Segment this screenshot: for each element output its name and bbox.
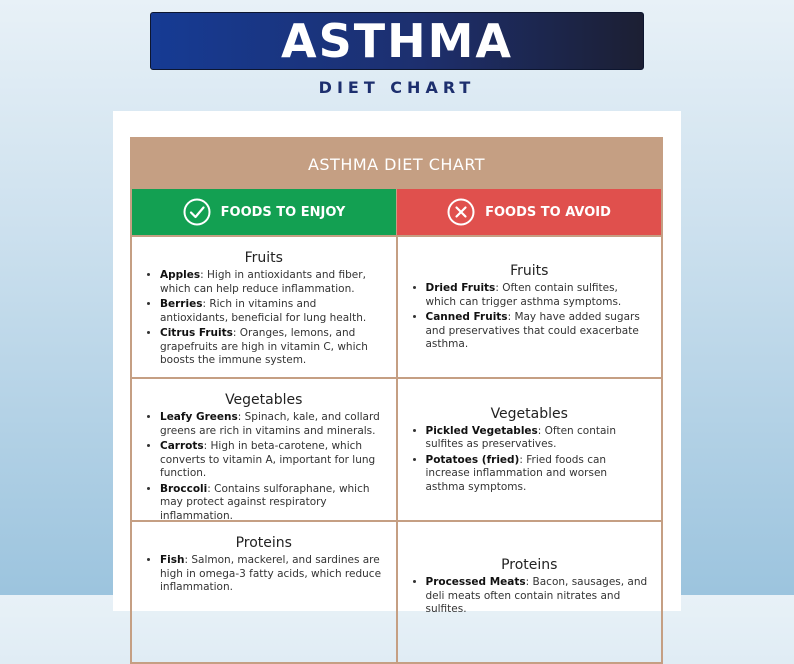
list-item: • Citrus Fruits: Oranges, lemons, and grapefruits are high in vitamin C, which boosts the immune system. (160, 327, 384, 368)
list-item: • Dried Fruits: Often contain sulfites, which can trigger asthma symptoms. (426, 282, 650, 309)
list-item: • Carrots: High in beta-carotene, which converts to vitamin A, important for lung function. (160, 440, 384, 481)
table-row-fruits (132, 235, 661, 377)
list-item: • Pickled Vegetables: Often contain sulfites as preservatives. (426, 425, 650, 452)
list-item: • Fish: Salmon, mackerel, and sardines are high in omega-3 fatty acids, which reduce inflammation. (160, 554, 384, 595)
foods-to-avoid-label: FOODS TO AVOID (485, 204, 611, 220)
enjoy-cell-vegetables (132, 379, 398, 520)
page-subtitle: DIET CHART (318, 78, 476, 97)
avoid-cell-vegetables (398, 379, 662, 520)
list-item: • Broccoli: Contains sulforaphane, which may protect against respiratory inflammation. (160, 483, 384, 524)
cell-title: Fruits (510, 263, 549, 280)
cell-title: Proteins (501, 557, 558, 573)
chart-sheet (113, 111, 681, 615)
cell-title: Vegetables (490, 405, 568, 422)
foods-to-enjoy-label: FOODS TO ENJOY (220, 204, 346, 220)
list-item: • Processed Meats: Bacon, sausages, and deli meats often contain nitrates and sulfites. (426, 576, 650, 617)
list-item: • Apples: High in antioxidants and fiber, which can help reduce inflammation. (160, 269, 384, 296)
column-headers (132, 189, 661, 235)
list-item: • Leafy Greens: Spinach, kale, and collard greens are rich in vitamins and minerals. (160, 411, 384, 438)
check-circle-icon (183, 198, 211, 226)
foods-to-enjoy-header (132, 189, 397, 235)
list-item: • Potatoes (fried): Fried foods can increase inflammation and worsen asthma symptoms. (426, 454, 650, 495)
cell-title: Fruits (244, 250, 283, 266)
avoid-cell-proteins (398, 522, 662, 662)
diet-table (130, 137, 663, 664)
cell-title: Proteins (235, 535, 292, 551)
list-item: • Canned Fruits: May have added sugars and preservatives that could exacerbate asthma. (426, 311, 650, 352)
foods-to-avoid-header (397, 189, 661, 235)
page-title: ASTHMA (281, 14, 513, 68)
title-banner (150, 12, 644, 70)
table-row-vegetables (132, 377, 661, 520)
enjoy-cell-proteins (132, 522, 398, 662)
avoid-cell-fruits (398, 237, 662, 377)
cell-title: Vegetables (225, 392, 303, 408)
x-circle-icon (447, 198, 475, 226)
table-title: ASTHMA DIET CHART (132, 139, 661, 189)
list-item: • Berries: Rich in vitamins and antioxidants, beneficial for lung health. (160, 298, 384, 325)
enjoy-cell-fruits (132, 237, 398, 377)
table-row-proteins (132, 520, 661, 662)
